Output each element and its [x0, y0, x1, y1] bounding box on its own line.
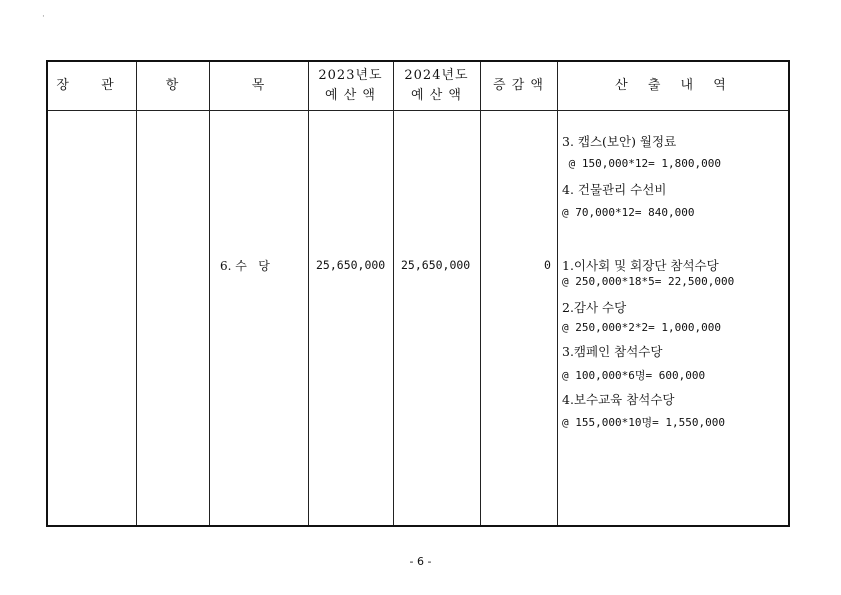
- header-divider: [48, 110, 788, 111]
- detail-calc-line: @ 100,000*6명= 600,000: [562, 369, 706, 382]
- detail-line: 3.캠페인 참석수당: [562, 344, 663, 359]
- row-budget-2023: 25,650,000: [316, 258, 386, 272]
- corner-mark: ·: [42, 12, 45, 22]
- row-change: 0: [544, 258, 551, 272]
- detail-calc-line: @ 70,000*12= 840,000: [562, 206, 695, 219]
- header-budget-2024-label: 예 산 액: [411, 88, 462, 103]
- detail-calc-line: @ 150,000*12= 1,800,000: [562, 157, 721, 170]
- page-number: - 6 -: [409, 555, 432, 568]
- column-divider: [557, 62, 558, 525]
- header-mok: 목: [251, 78, 266, 93]
- column-divider: [308, 62, 309, 525]
- detail-line: 4.보수교육 참석수당: [562, 392, 675, 407]
- detail-line: 3. 캡스(보안) 월정료: [562, 134, 677, 149]
- detail-line: 2.감사 수당: [562, 300, 627, 315]
- header-budget-2023-year: 2023년도: [318, 68, 383, 83]
- column-divider: [393, 62, 394, 525]
- header-change: 증 감 액: [493, 78, 544, 93]
- header-budget-2023-label: 예 산 액: [325, 88, 376, 103]
- column-divider: [480, 62, 481, 525]
- header-detail: 산 출 내 역: [615, 78, 734, 93]
- header-budget-2024-year: 2024년도: [404, 68, 469, 83]
- header-budget-2024: [393, 62, 480, 110]
- detail-calc-line: @ 155,000*10명= 1,550,000: [562, 416, 725, 429]
- header-hang: 항: [165, 78, 180, 93]
- row-mok: 6. 수 당: [220, 259, 270, 273]
- budget-table: [46, 60, 790, 527]
- header-budget-2023: [308, 62, 393, 110]
- header-jang: 장 관: [56, 78, 128, 93]
- detail-calc-line: @ 250,000*18*5= 22,500,000: [562, 275, 735, 288]
- detail-line: 4. 건물관리 수선비: [562, 182, 667, 197]
- detail-calc-line: @ 250,000*2*2= 1,000,000: [562, 321, 721, 334]
- detail-line: 1.이사회 및 회장단 참석수당: [562, 258, 719, 273]
- column-divider: [136, 62, 137, 525]
- column-divider: [209, 62, 210, 525]
- row-budget-2024: 25,650,000: [401, 258, 471, 272]
